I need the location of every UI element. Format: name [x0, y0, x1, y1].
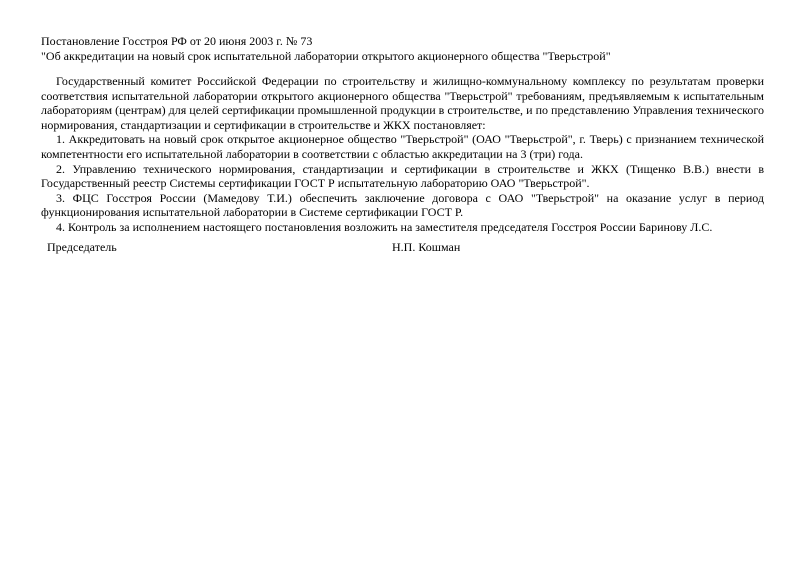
document-body	[41, 74, 764, 235]
document-header	[41, 34, 761, 64]
signature-name: Н.П. Кошман	[392, 240, 461, 254]
paragraph-item-3: 3. ФЦС Госстроя России (Мамедову Т.И.) обеспечить заключение договора с ОАО "Тверьстрой" на оказание услуг в период функционирования испытательной лаборатории в Системе сертификации ГОСТ Р.	[41, 190, 764, 220]
paragraph-item-2: 2. Управлению технического нормирования, стандартизации и сертификации в строительстве и ЖКХ (Тищенко В.В.) внести в Государственный реестр Системы сертификации ГОСТ Р испытательную лабораторию ОАО "Тверьстрой".	[41, 161, 764, 191]
paragraph-preamble: Государственный комитет Российской Федерации по строительству и жилищно-коммунальному комплексу по результатам проверки соответствия испытательной лаборатории открытого акционерного общества "Тверьстрой" требованиям, предъявляемым к испытательным лабораториям (центрам) для целей сертификации промышленной продукции в строительстве, и по представлению Управления технического нормирования, стандартизации и сертификации в строительстве и ЖКХ постановляет:	[41, 74, 764, 132]
paragraph-item-1: 1. Аккредитовать на новый срок открытое акционерное общество "Тверьстрой" (ОАО "Тверьстрой", г. Тверь) с признанием технической компетентности его испытательной лаборатории в соответствии с областью аккредитации на 3 (три) года.	[41, 132, 764, 161]
paragraph-item-4: 4. Контроль за исполнением настоящего постановления возложить на заместителя председателя Госстроя России Баринову Л.С.	[56, 219, 713, 234]
document-subtitle: "Об аккредитации на новый срок испытательной лаборатории открытого акционерного общества "Тверьстрой"	[41, 49, 611, 63]
signature-role: Председатель	[47, 240, 117, 254]
document-title: Постановление Госстроя РФ от 20 июня 2003 г. № 73	[41, 34, 313, 48]
